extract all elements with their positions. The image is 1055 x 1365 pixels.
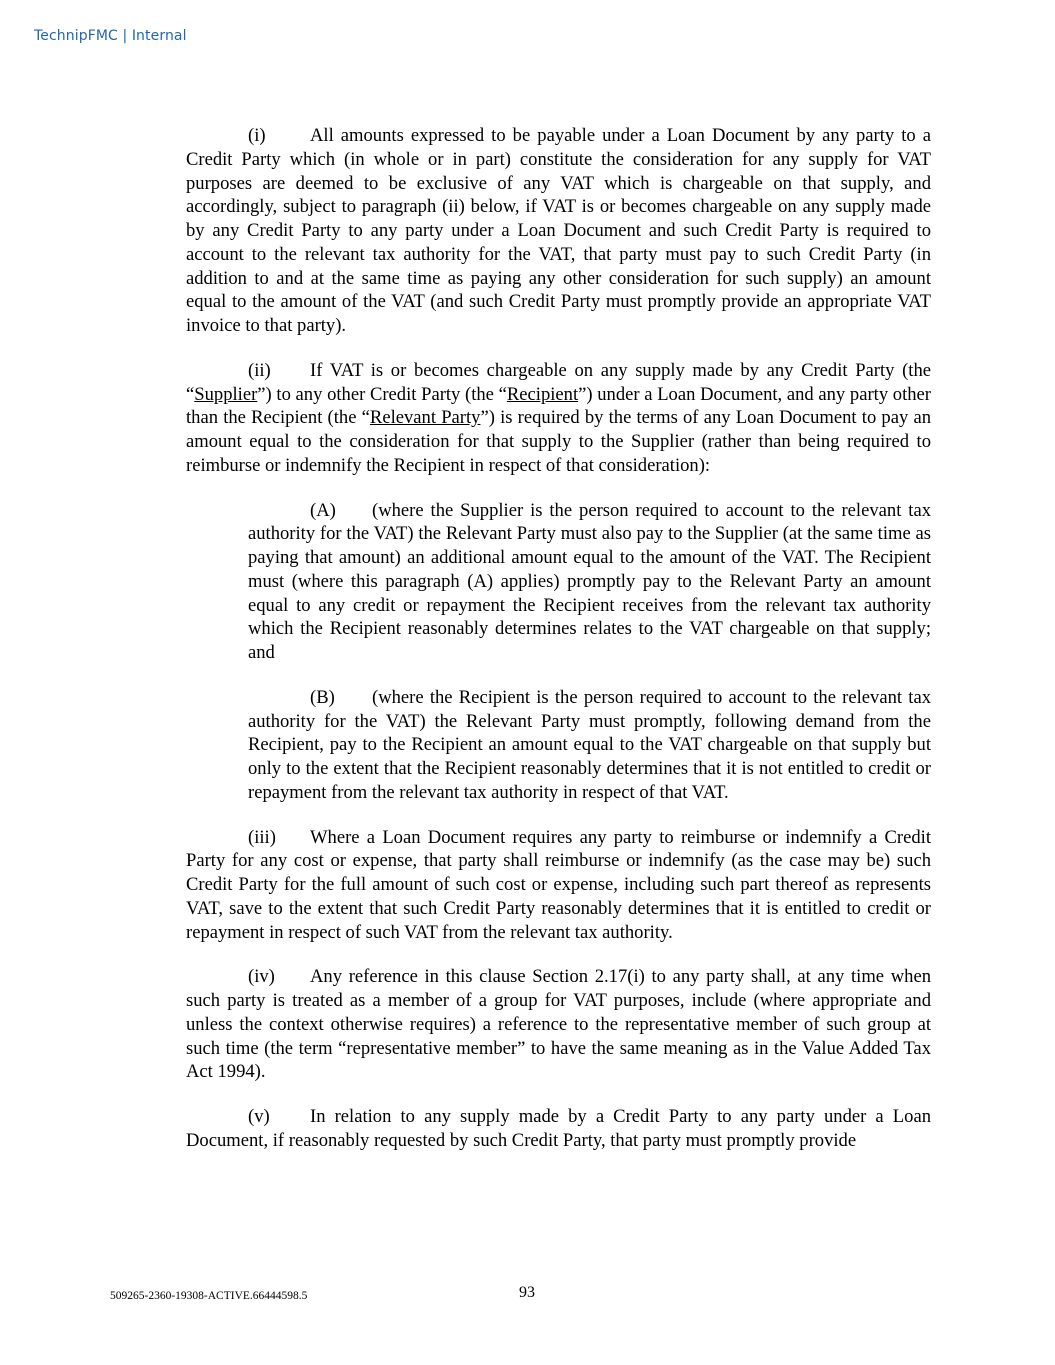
paragraph-text: ”) under a Loan Document, and any party other than the Recipient (the “	[186, 383, 931, 429]
paragraph-v	[186, 1105, 931, 1153]
paragraph-iii	[186, 826, 931, 945]
paragraph-text: (where the Recipient is the person required to account to the relevant tax authority for the VAT) the Relevant Party must promptly, following demand from the Recipient, pay to the Recipient an amount equal to the VAT chargeable on that supply but only to the extent that the Recipient reasonably determines that it is not entitled to credit or repayment from the relevant tax authority in respect of that VAT.	[248, 686, 931, 803]
paragraph-A	[248, 499, 931, 665]
paragraph-iv	[186, 965, 931, 1084]
paragraph-number: (iv)	[248, 966, 275, 988]
paragraph-text: If VAT is or becomes chargeable on any supply made by any Credit Party (the “	[186, 359, 931, 405]
paragraph-text: All amounts expressed to be payable under a Loan Document by any party to a Credit Party which (in whole or in part) constitute the consideration for any supply for VAT purposes are deemed to be exclusive of any VAT which is chargeable on that supply, and accordingly, subject to paragraph (ii) below, if VAT is or becomes chargeable on any supply made by any Credit Party to any party under a Loan Document and such Credit Party is required to account to the relevant tax authority for the VAT, that party must pay to such Credit Party (in addition to and at the same time as paying any other consideration for such supply) an amount equal to the amount of the VAT (and such Credit Party must promptly provide an appropriate VAT invoice to that party).	[186, 125, 931, 336]
paragraph-i	[186, 124, 931, 338]
paragraph-text: ”) to any other Credit Party (the “	[257, 383, 507, 405]
paragraph-text: Any reference in this clause Section 2.17(i) to any party shall, at any time when such party is treated as a member of a group for VAT purposes, include (where appropriate and unless the context otherwise requires) a reference to the representative member of such group at such time (the term “representative member” to have the same meaning as in the Value Added Tax Act 1994).	[186, 966, 931, 1083]
defined-term-supplier: Supplier	[194, 383, 258, 405]
paragraph-number: (ii)	[248, 359, 271, 381]
paragraph-number: (iii)	[248, 826, 276, 848]
paragraph-number: (A)	[310, 499, 336, 521]
paragraph-text: ”) is required by the terms of any Loan Document to pay an amount equal to the consideration for that supply to the Supplier (rather than being required to reimburse or indemnify the Recipient in respect of that consideration):	[186, 407, 932, 476]
document-body	[186, 124, 931, 1174]
page-number: 93	[519, 1284, 535, 1301]
paragraph-number: (i)	[248, 125, 266, 146]
paragraph-text: Where a Loan Document requires any party to reimburse or indemnify a Credit Party for any cost or expense, that party shall reimburse or indemnify (as the case may be) such Credit Party for the full amount of such cost or expense, including such part thereof as represents VAT, save to the extent that such Credit Party reasonably determines that it is entitled to credit or repayment in respect of such VAT from the relevant tax authority.	[186, 826, 931, 943]
paragraph-number: (B)	[310, 686, 335, 708]
paragraph-text: In relation to any supply made by a Credit Party to any party under a Loan Document, if reasonably requested by such Credit Party, that party must promptly provide	[186, 1106, 931, 1151]
paragraph-B	[248, 686, 931, 805]
defined-term-recipient: Recipient	[506, 383, 579, 405]
document-id: 509265-2360-19308-ACTIVE.66444598.5	[110, 1290, 308, 1302]
defined-term-relevant-party: Relevant Party	[369, 407, 481, 429]
paragraph-text: (where the Supplier is the person required to account to the relevant tax authority for the VAT) the Relevant Party must also pay to the Supplier (at the same time as paying that amount) an additional amount equal to the amount of the VAT. The Recipient must (where this paragraph (A) applies) promptly pay to the Relevant Party an amount equal to any credit or repayment the Recipient receives from the relevant tax authority which the Recipient reasonably determines relates to the VAT chargeable on that supply; and	[248, 499, 931, 663]
paragraph-number: (v)	[248, 1106, 270, 1127]
classification-label: TechnipFMC | Internal	[34, 28, 187, 44]
paragraph-ii	[186, 359, 931, 478]
